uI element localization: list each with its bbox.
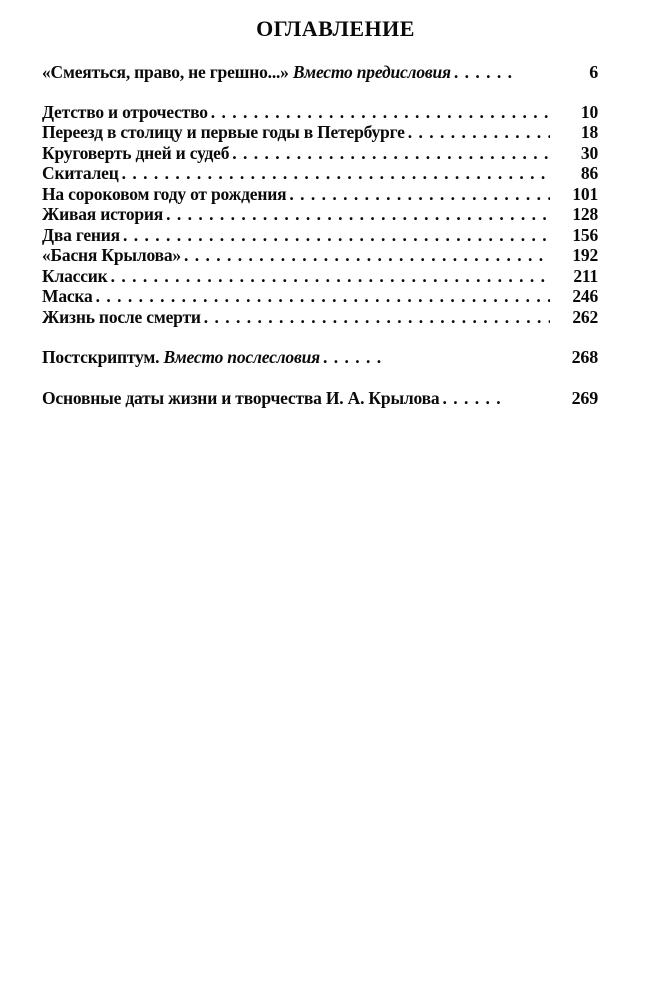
entry-page-number: 10 — [580, 101, 598, 122]
dot-leader — [122, 163, 550, 184]
entry-title: Круговерть дней и судеб — [42, 142, 230, 163]
entry-title: На сороковом году от рождения — [42, 183, 287, 204]
entry-title: Детство и отрочество — [42, 101, 208, 122]
toc-entry-chapter — [42, 307, 598, 328]
entry-page-number: 268 — [571, 347, 598, 367]
dot-leader — [232, 143, 550, 164]
entry-page-number: 192 — [572, 245, 598, 265]
dot-leader — [204, 307, 550, 328]
toc-entry-preface — [42, 62, 598, 83]
chapter-list — [42, 102, 598, 328]
dot-leader — [211, 102, 550, 123]
dot-leader — [408, 122, 550, 143]
dot-leader — [166, 204, 550, 225]
toc-entry-dates — [42, 388, 598, 409]
entry-title: Классик — [42, 265, 108, 286]
entry-title: «Смеяться, право, не грешно...» Вместо предисловия — [42, 62, 451, 82]
entry-title: Живая история — [42, 204, 164, 224]
entry-page-number: 86 — [580, 163, 598, 183]
toc-entry-chapter — [42, 102, 598, 123]
entry-page-number: 156 — [572, 224, 598, 245]
entry-page-number: 30 — [580, 142, 598, 163]
entry-page-number: 128 — [572, 204, 598, 224]
dot-leader — [184, 245, 550, 266]
toc-entry-chapter — [42, 266, 598, 287]
toc-entry-chapter — [42, 163, 598, 184]
toc-entry-chapter — [42, 184, 598, 205]
toc-list — [42, 62, 598, 408]
dot-leader — [123, 225, 550, 246]
toc-entry-chapter — [42, 204, 598, 225]
entry-title: Постскриптум. Вместо послесловия — [42, 347, 320, 367]
entry-title: Жизнь после смерти — [42, 306, 201, 327]
dot-leader — [323, 347, 383, 368]
entry-title: Два гения — [42, 224, 120, 245]
entry-page-number: 18 — [580, 122, 598, 142]
entry-page-number: 246 — [572, 286, 598, 306]
toc-entry-chapter — [42, 245, 598, 266]
entry-title: Маска — [42, 286, 93, 306]
toc-entry-postscript — [42, 347, 598, 368]
dot-leader — [442, 388, 502, 409]
entry-page-number: 101 — [572, 183, 598, 204]
entry-title: Переезд в столицу и первые годы в Петербурге — [42, 122, 405, 142]
toc-heading: ОГЛАВЛЕНИЕ — [256, 16, 415, 41]
toc-entry-chapter — [42, 122, 598, 143]
entry-subtitle: Вместо предисловия — [292, 62, 451, 82]
entry-title: Скиталец — [42, 163, 119, 183]
entry-title: Основные даты жизни и творчества И. А. Крылова — [42, 387, 440, 408]
dot-leader — [96, 286, 550, 307]
entry-page-number: 211 — [573, 265, 598, 286]
entry-page-number: 6 — [589, 62, 598, 82]
toc-entry-chapter — [42, 286, 598, 307]
entry-title: «Басня Крылова» — [42, 245, 181, 265]
dot-leader — [454, 62, 514, 83]
entry-page-number: 269 — [571, 387, 598, 408]
toc-entry-chapter — [42, 225, 598, 246]
dot-leader — [111, 266, 550, 287]
entry-subtitle: Вместо послесловия — [163, 347, 320, 367]
entry-page-number: 262 — [572, 306, 598, 327]
dot-leader — [289, 184, 550, 205]
toc-entry-chapter — [42, 143, 598, 164]
